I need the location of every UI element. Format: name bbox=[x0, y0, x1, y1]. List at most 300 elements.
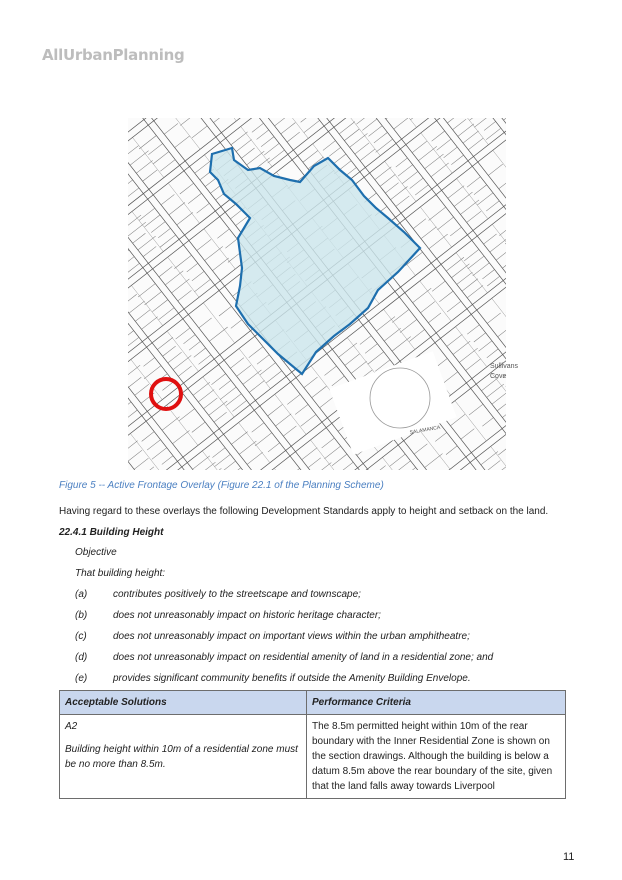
lot-line bbox=[180, 67, 197, 80]
lot-line bbox=[212, 258, 228, 271]
lot-line bbox=[562, 612, 593, 652]
lot-line bbox=[411, 851, 423, 861]
lot-line bbox=[71, 118, 84, 128]
lot-line bbox=[458, 799, 471, 809]
lot-line bbox=[301, 414, 316, 426]
lot-line bbox=[91, 254, 105, 265]
lot-line bbox=[88, 175, 102, 186]
lot-line bbox=[237, 365, 251, 376]
lot-line bbox=[253, 10, 271, 24]
lot-line bbox=[169, 109, 200, 149]
lot-line bbox=[198, 390, 214, 402]
lot-line bbox=[101, 339, 117, 352]
lot-line bbox=[377, 547, 390, 557]
lot-line bbox=[328, 2, 344, 15]
lot-line bbox=[507, 675, 519, 685]
lot-line bbox=[62, 0, 93, 12]
lot-line bbox=[490, 615, 504, 626]
criterion-label: (b) bbox=[75, 610, 88, 621]
lot-line bbox=[380, 174, 395, 186]
lot-line bbox=[429, 207, 446, 220]
street-line bbox=[0, 0, 427, 220]
lot-line bbox=[610, 320, 622, 331]
lot-line bbox=[507, 154, 521, 165]
lot-line bbox=[539, 226, 557, 240]
lot-line bbox=[422, 76, 441, 91]
lot-line bbox=[134, 11, 147, 21]
active-frontage-overlay bbox=[210, 148, 420, 374]
lot-line bbox=[53, 169, 65, 178]
lot-line bbox=[116, 331, 133, 345]
lot-line bbox=[568, 267, 581, 277]
lot-line bbox=[382, 457, 413, 497]
lot-line bbox=[275, 862, 291, 874]
lot-line bbox=[395, 831, 408, 841]
lot-line bbox=[564, 411, 577, 421]
lot-line bbox=[234, 101, 247, 111]
lot-line bbox=[527, 583, 546, 598]
lot-line bbox=[214, 109, 232, 123]
lot-line bbox=[118, 810, 133, 822]
lot-line bbox=[113, 250, 129, 262]
lot-line bbox=[474, 862, 490, 874]
lot-line bbox=[462, 279, 478, 291]
lot-line bbox=[398, 542, 415, 555]
lot-line bbox=[395, 461, 410, 473]
lot-line bbox=[52, 353, 66, 364]
lot-line bbox=[546, 805, 562, 818]
lot-line bbox=[0, 52, 14, 67]
lot-line bbox=[268, 106, 284, 118]
lot-line bbox=[452, 862, 470, 876]
lot-line bbox=[526, 659, 543, 672]
lot-line bbox=[312, 832, 330, 846]
lot-line bbox=[602, 65, 622, 105]
lot-line bbox=[86, 211, 98, 221]
lot-line bbox=[170, 0, 201, 1]
lot-line bbox=[314, 463, 331, 476]
lot-line bbox=[540, 342, 551, 351]
lot-line bbox=[553, 139, 567, 150]
lot-line bbox=[402, 171, 418, 183]
lot-line bbox=[134, 458, 148, 469]
lot-line bbox=[552, 617, 569, 630]
lot-line bbox=[490, 239, 507, 252]
lot-line bbox=[520, 470, 535, 482]
lot-line bbox=[48, 91, 63, 103]
lot-line bbox=[578, 20, 591, 30]
lot-line bbox=[226, 545, 243, 558]
lot-line bbox=[390, 38, 404, 49]
lot-line bbox=[329, 147, 341, 156]
lot-line bbox=[257, 130, 269, 140]
lot-line bbox=[574, 275, 588, 286]
lot-line bbox=[162, 493, 176, 504]
lot-line bbox=[25, 165, 44, 180]
lot-line bbox=[70, 448, 88, 462]
lot-line bbox=[550, 586, 567, 599]
lot-line bbox=[491, 446, 522, 486]
lot-line bbox=[282, 571, 298, 584]
lot-line bbox=[432, 59, 447, 71]
lot-line bbox=[103, 119, 118, 131]
objective-label: Objective bbox=[75, 547, 117, 558]
lot-line bbox=[458, 872, 473, 880]
lot-line bbox=[386, 104, 405, 119]
lot-line bbox=[128, 450, 142, 461]
lot-line bbox=[354, 0, 371, 3]
lot-line bbox=[375, 167, 391, 180]
objective-intro: That building height: bbox=[75, 568, 166, 579]
lot-line bbox=[29, 321, 47, 335]
lot-line bbox=[500, 74, 517, 87]
lot-line bbox=[85, 433, 97, 443]
lot-line bbox=[538, 46, 554, 58]
lot-line bbox=[0, 621, 10, 632]
lot-line bbox=[613, 99, 622, 110]
lot-line bbox=[513, 90, 530, 103]
lot-line bbox=[493, 150, 524, 190]
lot-line bbox=[410, 107, 426, 120]
lot-line bbox=[571, 90, 588, 103]
lot-line bbox=[486, 460, 500, 471]
lot-line bbox=[530, 48, 561, 88]
lot-line bbox=[124, 146, 139, 157]
lot-line bbox=[272, 838, 303, 878]
lot-line bbox=[332, 454, 347, 466]
lot-line bbox=[303, 74, 321, 88]
lot-line bbox=[21, 15, 34, 25]
lot-line bbox=[168, 352, 182, 363]
lot-line bbox=[555, 292, 571, 304]
lot-line bbox=[412, 555, 426, 566]
lot-line bbox=[610, 286, 622, 297]
lot-line bbox=[0, 424, 10, 437]
lot-line bbox=[318, 21, 332, 32]
lot-line bbox=[527, 64, 542, 76]
lot-line bbox=[275, 116, 288, 126]
lot-line bbox=[32, 367, 46, 378]
lot-line bbox=[53, 577, 69, 590]
lot-line bbox=[239, 423, 270, 463]
lot-line bbox=[573, 615, 590, 628]
lot-line bbox=[474, 115, 490, 128]
lot-line bbox=[172, 279, 190, 293]
lot-line bbox=[204, 398, 218, 409]
lot-line bbox=[0, 575, 4, 585]
lot-line bbox=[385, 161, 416, 201]
lot-line bbox=[139, 135, 156, 149]
lot-line bbox=[356, 112, 371, 124]
lot-line bbox=[193, 456, 210, 470]
lot-line bbox=[0, 651, 9, 663]
lot-line bbox=[404, 548, 421, 561]
lot-line bbox=[487, 384, 504, 397]
lot-line bbox=[556, 70, 572, 83]
lot-line bbox=[393, 528, 405, 537]
lot-line bbox=[599, 435, 622, 475]
lot-line bbox=[75, 426, 92, 439]
lot-line bbox=[572, 347, 586, 358]
lot-line bbox=[439, 816, 455, 828]
lot-line bbox=[509, 827, 521, 837]
lot-line bbox=[512, 457, 524, 467]
lot-line bbox=[350, 0, 381, 8]
lot-line bbox=[398, 165, 413, 176]
lot-line bbox=[181, 855, 193, 865]
lot-line bbox=[607, 167, 621, 178]
figure-caption: Figure 5 -- Active Frontage Overlay (Figure 22.1 of the Planning Scheme) bbox=[59, 480, 384, 491]
lot-line bbox=[573, 647, 586, 657]
lot-line bbox=[532, 292, 550, 306]
lot-line bbox=[231, 132, 248, 145]
lot-line bbox=[502, 481, 515, 491]
lot-line bbox=[591, 519, 606, 531]
lot-line bbox=[546, 650, 558, 660]
lot-line bbox=[471, 552, 482, 561]
lot-line bbox=[105, 421, 119, 432]
lot-line bbox=[20, 88, 35, 100]
lot-line bbox=[564, 242, 595, 282]
lot-line bbox=[200, 59, 213, 69]
lot-line bbox=[538, 374, 556, 388]
lot-line bbox=[86, 617, 105, 632]
lot-line bbox=[412, 141, 427, 152]
lot-line bbox=[469, 404, 483, 415]
lot-line bbox=[239, 441, 256, 454]
lot-line bbox=[586, 481, 601, 493]
lot-line bbox=[299, 817, 315, 830]
lot-line bbox=[197, 239, 211, 250]
lot-line bbox=[485, 572, 497, 582]
lot-line bbox=[0, 621, 16, 661]
lot-line bbox=[94, 183, 108, 194]
lot-line bbox=[422, 827, 435, 837]
lot-line bbox=[396, 46, 410, 57]
lot-line bbox=[142, 432, 155, 442]
lot-line bbox=[553, 62, 566, 72]
lot-line bbox=[497, 844, 515, 858]
lot-line bbox=[580, 770, 593, 781]
lot-line bbox=[477, 193, 493, 205]
lot-line bbox=[191, 45, 203, 54]
lot-line bbox=[592, 73, 605, 83]
lot-line bbox=[590, 40, 607, 53]
lot-line bbox=[37, 31, 56, 46]
lot-line bbox=[173, 430, 190, 443]
lot-line bbox=[48, 646, 63, 658]
street-line bbox=[0, 61, 622, 677]
lot-line bbox=[235, 867, 266, 880]
lot-line bbox=[118, 257, 134, 270]
lot-line bbox=[319, 94, 338, 109]
lot-line bbox=[302, 448, 317, 460]
lot-line bbox=[447, 301, 461, 312]
lot-line bbox=[571, 194, 586, 206]
map-label-cove: Cove bbox=[490, 373, 507, 380]
lot-line bbox=[528, 270, 559, 310]
lot-line bbox=[295, 853, 308, 863]
lot-line bbox=[532, 221, 546, 232]
lot-line bbox=[531, 369, 545, 380]
lot-line bbox=[300, 41, 316, 53]
lot-line bbox=[148, 144, 162, 155]
lot-line bbox=[107, 243, 124, 256]
lot-line bbox=[31, 100, 48, 113]
lot-line bbox=[122, 365, 140, 379]
lot-line bbox=[39, 381, 56, 394]
lot-line bbox=[600, 213, 622, 253]
header-performance-criteria: Performance Criteria bbox=[307, 691, 566, 715]
performance-criteria-cell bbox=[307, 715, 566, 799]
lot-line bbox=[526, 286, 541, 298]
lot-line bbox=[573, 683, 584, 692]
lot-line bbox=[572, 538, 588, 550]
lot-line bbox=[425, 870, 438, 880]
lot-line bbox=[570, 609, 584, 620]
lot-line bbox=[13, 375, 30, 388]
lot-line bbox=[192, 422, 205, 432]
lot-line bbox=[503, 109, 517, 120]
lot-line bbox=[67, 342, 84, 355]
lot-line bbox=[355, 143, 369, 154]
lot-line bbox=[308, 458, 321, 468]
lot-line bbox=[429, 234, 448, 249]
lot-line bbox=[140, 538, 157, 551]
lot-line bbox=[425, 154, 444, 169]
lot-line bbox=[432, 18, 446, 29]
lot-line bbox=[287, 96, 301, 107]
lot-line bbox=[324, 102, 341, 115]
lot-line bbox=[506, 450, 518, 460]
lot-line bbox=[114, 172, 126, 181]
lot-line bbox=[128, 825, 141, 835]
lot-line bbox=[40, 300, 51, 309]
map-drawing bbox=[128, 118, 519, 470]
lot-line bbox=[2, 476, 14, 485]
lot-line bbox=[0, 251, 19, 291]
lot-line bbox=[578, 97, 594, 109]
lot-line bbox=[26, 18, 44, 32]
lot-line bbox=[260, 810, 274, 821]
lot-line bbox=[0, 103, 20, 143]
lot-line bbox=[202, 619, 216, 630]
lot-line bbox=[175, 64, 188, 74]
lot-line bbox=[0, 50, 3, 60]
lot-line bbox=[589, 635, 606, 648]
lot-line bbox=[182, 557, 194, 566]
lot-line bbox=[540, 79, 557, 92]
lot-line bbox=[536, 194, 552, 206]
table-header-row bbox=[60, 691, 566, 715]
lot-line bbox=[587, 558, 603, 571]
lot-line bbox=[370, 833, 387, 846]
lot-line bbox=[215, 454, 231, 466]
lot-line bbox=[426, 609, 439, 619]
lot-line bbox=[598, 227, 616, 241]
lot-line bbox=[277, 98, 308, 138]
lot-line bbox=[122, 109, 136, 120]
lot-line bbox=[123, 816, 139, 829]
lot-line bbox=[525, 640, 556, 680]
lot-line bbox=[590, 336, 605, 348]
lot-line bbox=[406, 474, 421, 486]
lot-line bbox=[124, 71, 140, 83]
lot-line bbox=[274, 542, 305, 582]
lot-line bbox=[336, 567, 350, 578]
lot-line bbox=[571, 763, 588, 776]
lot-line bbox=[597, 732, 622, 772]
lot-line bbox=[617, 69, 622, 79]
lot-line bbox=[430, 87, 447, 100]
lot-line bbox=[414, 481, 426, 490]
lot-line bbox=[518, 315, 530, 324]
lot-line bbox=[92, 105, 107, 117]
lot-line bbox=[447, 334, 463, 346]
lot-line bbox=[502, 403, 521, 418]
lot-line bbox=[455, 566, 474, 581]
lot-line bbox=[571, 568, 585, 579]
lot-line bbox=[0, 135, 13, 146]
lot-line bbox=[92, 404, 106, 415]
lot-line bbox=[178, 366, 191, 376]
lot-line bbox=[192, 126, 207, 138]
lot-line bbox=[454, 192, 472, 206]
lot-line bbox=[269, 855, 284, 867]
lot-line bbox=[481, 47, 496, 59]
lot-line bbox=[611, 62, 622, 72]
lot-line bbox=[509, 6, 522, 16]
lot-line bbox=[0, 501, 5, 511]
lot-line bbox=[84, 0, 101, 2]
lot-line bbox=[360, 1, 373, 11]
lot-line bbox=[0, 349, 6, 361]
lot-line bbox=[335, 832, 351, 844]
lot-line bbox=[23, 370, 54, 410]
lot-line bbox=[536, 0, 552, 12]
lot-line bbox=[556, 247, 574, 261]
lot-line bbox=[145, 215, 160, 227]
lot-line bbox=[447, 860, 460, 870]
lot-line bbox=[54, 24, 69, 36]
lot-line bbox=[70, 413, 81, 422]
lot-line bbox=[596, 449, 615, 464]
lot-line bbox=[463, 848, 480, 861]
lot-line bbox=[411, 811, 427, 824]
lot-line bbox=[130, 434, 161, 474]
lot-line bbox=[592, 111, 603, 120]
lot-line bbox=[357, 519, 372, 531]
lot-line bbox=[447, 484, 463, 496]
lot-line bbox=[562, 538, 593, 578]
lot-line bbox=[239, 349, 270, 389]
lot-line bbox=[489, 834, 507, 848]
lot-line bbox=[20, 667, 51, 707]
lot-line bbox=[598, 6, 612, 17]
criterion-text: does not unreasonably impact on important views within the urban amphitheatre; bbox=[113, 631, 470, 642]
lot-line bbox=[432, 803, 444, 812]
lot-line bbox=[241, 148, 254, 158]
lot-line bbox=[414, 444, 427, 454]
lot-line bbox=[260, 363, 275, 375]
lot-line bbox=[96, 332, 114, 346]
lot-line bbox=[70, 75, 86, 87]
lot-line bbox=[178, 290, 192, 301]
lot-line bbox=[0, 62, 15, 74]
lot-line bbox=[55, 208, 69, 219]
lot-line bbox=[205, 81, 236, 121]
lot-line bbox=[435, 432, 447, 441]
